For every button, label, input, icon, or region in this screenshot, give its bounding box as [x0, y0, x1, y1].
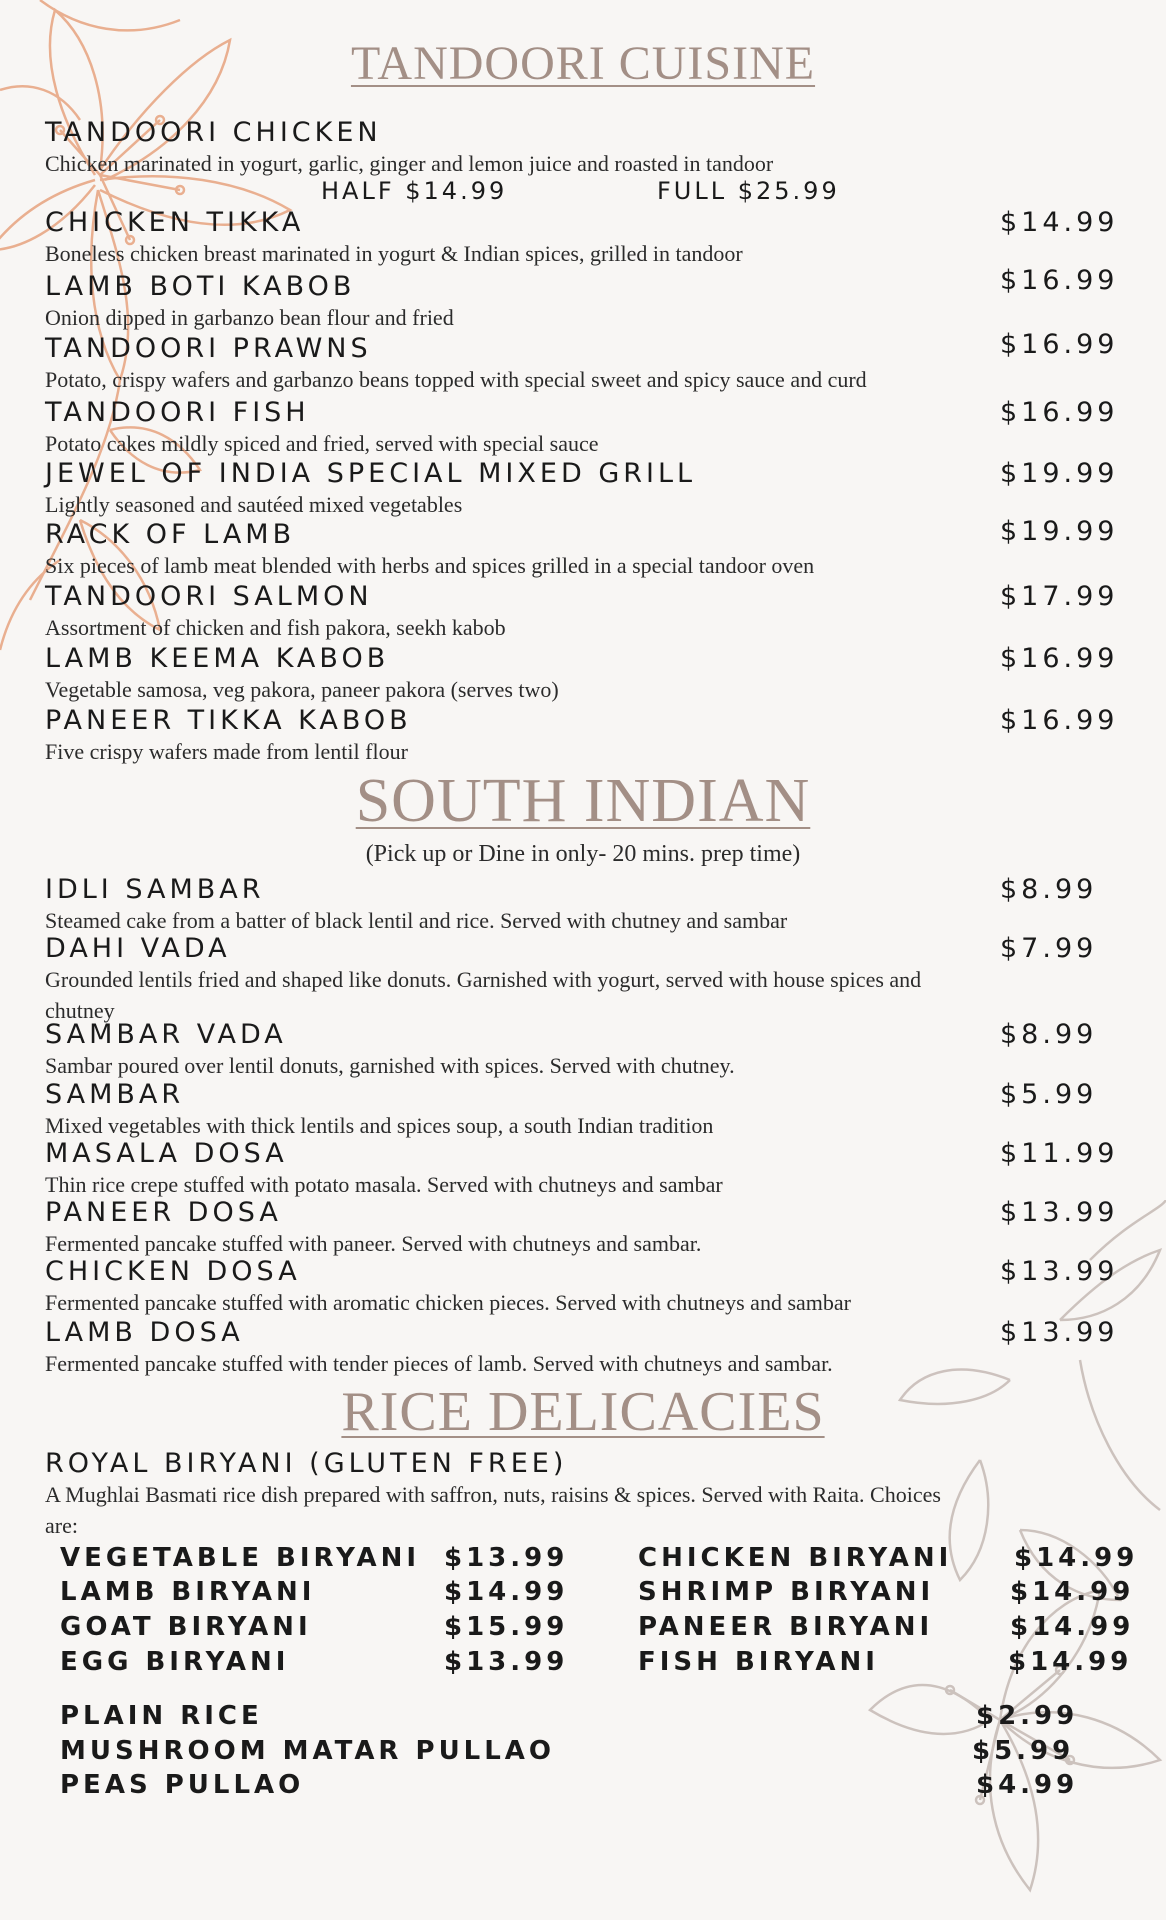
item-name: JEWEL OF INDIA SPECIAL MIXED GRILL [45, 458, 697, 489]
item-name: ROYAL BIRYANI (GLUTEN FREE) [45, 1448, 568, 1479]
item-description: Onion dipped in garbanzo bean flour and fried [45, 305, 454, 330]
biryani-price: $14.99 [1014, 1543, 1139, 1573]
item-price: $8.99 [1000, 874, 1098, 905]
item-name: PANEER DOSA [45, 1197, 282, 1228]
item-price: $13.99 [1000, 1256, 1119, 1287]
biryani-price: $14.99 [1010, 1577, 1135, 1607]
item-price: $16.99 [1000, 265, 1119, 296]
item-price: $7.99 [1000, 933, 1098, 964]
biryani-name: LAMB BIRYANI [60, 1577, 316, 1607]
biryani-price: $13.99 [444, 1647, 569, 1677]
item-price: $16.99 [1000, 397, 1119, 428]
item-description: Six pieces of lamb meat blended with herbs and spices grilled in a special tandoor oven [45, 553, 815, 578]
item-name: RACK OF LAMB [45, 519, 296, 550]
rice-extra-price: $4.99 [976, 1770, 1079, 1800]
item-description: Fermented pancake stuffed with paneer. Served with chutneys and sambar. [45, 1231, 702, 1256]
item-description: Vegetable samosa, veg pakora, paneer pakora (serves two) [45, 677, 559, 702]
rice-extra-name: MUSHROOM MATAR PULLAO [60, 1736, 556, 1766]
item-description: Potato, crispy wafers and garbanzo beans topped with special sweet and spicy sauce and curd [45, 367, 867, 392]
item-name: LAMB DOSA [45, 1317, 244, 1348]
item-description: Grounded lentils fried and shaped like donuts. Garnished with yogurt, served with house spices and chutney [45, 967, 922, 1023]
biryani-name: PANEER BIRYANI [638, 1612, 934, 1642]
item-name: LAMB BOTI KABOB [45, 271, 356, 302]
item-price: $19.99 [1000, 458, 1119, 489]
biryani-name: SHRIMP BIRYANI [638, 1577, 935, 1607]
biryani-name: VEGETABLE BIRYANI [60, 1543, 421, 1573]
item-price: $5.99 [1000, 1079, 1098, 1110]
item-description: Fermented pancake stuffed with tender pieces of lamb. Served with chutneys and sambar. [45, 1351, 833, 1376]
item-description: Assortment of chicken and fish pakora, seekh kabob [45, 615, 506, 640]
item-description: Thin rice crepe stuffed with potato masala. Served with chutneys and sambar [45, 1172, 723, 1197]
item-price: $13.99 [1000, 1317, 1119, 1348]
item-name: CHICKEN DOSA [45, 1256, 301, 1287]
item-price: $19.99 [1000, 516, 1119, 547]
item-price: $11.99 [1000, 1138, 1119, 1169]
biryani-name: FISH BIRYANI [638, 1647, 879, 1677]
item-description: Lightly seasoned and sautéed mixed vegetables [45, 492, 463, 517]
item-description: A Mughlai Basmati rice dish prepared with saffron, nuts, raisins & spices. Served with Raita. Choices are: [45, 1482, 941, 1538]
item-price: $16.99 [1000, 329, 1119, 360]
item-description: Sambar poured over lentil donuts, garnished with spices. Served with chutney. [45, 1053, 735, 1078]
item-description: Five crispy wafers made from lentil flour [45, 739, 408, 764]
rice-extra-name: PEAS PULLAO [60, 1770, 305, 1800]
item-description: Fermented pancake stuffed with aromatic chicken pieces. Served with chutneys and sambar [45, 1290, 851, 1315]
item-name: MASALA DOSA [45, 1138, 288, 1169]
item-name: TANDOORI CHICKEN [45, 117, 382, 148]
biryani-price: $14.99 [1008, 1647, 1133, 1677]
biryani-price: $15.99 [444, 1612, 569, 1642]
tandoori-section-title: TANDOORI CUISINE [350, 37, 816, 90]
rice-extra-price: $2.99 [976, 1701, 1079, 1731]
biryani-name: EGG BIRYANI [60, 1647, 290, 1677]
full-price: FULL $25.99 [657, 177, 840, 205]
item-price: $13.99 [1000, 1197, 1119, 1228]
item-price: $17.99 [1000, 581, 1119, 612]
item-price: $8.99 [1000, 1019, 1098, 1050]
south-indian-section-title: SOUTH INDIAN [355, 767, 811, 835]
item-name: TANDOORI PRAWNS [45, 333, 372, 364]
item-description: Mixed vegetables with thick lentils and spices soup, a south Indian tradition [45, 1113, 714, 1138]
item-description: Boneless chicken breast marinated in yogurt & Indian spices, grilled in tandoor [45, 241, 743, 266]
biryani-price: $14.99 [444, 1577, 569, 1607]
biryani-name: GOAT BIRYANI [60, 1612, 312, 1642]
item-name: CHICKEN TIKKA [45, 207, 305, 238]
item-name: SAMBAR [45, 1079, 185, 1110]
item-name: DAHI VADA [45, 933, 231, 964]
rice-extra-price: $5.99 [972, 1736, 1075, 1766]
half-price: HALF $14.99 [321, 177, 508, 205]
item-price: $14.99 [1000, 207, 1119, 238]
biryani-name: CHICKEN BIRYANI [638, 1543, 953, 1573]
prep-time-note: (Pick up or Dine in only- 20 mins. prep time) [365, 841, 801, 867]
item-name: LAMB KEEMA KABOB [45, 643, 390, 674]
item-price: $16.99 [1000, 643, 1119, 674]
item-description: Steamed cake from a batter of black lentil and rice. Served with chutney and sambar [45, 908, 788, 933]
item-name: PANEER TIKKA KABOB [45, 705, 412, 736]
item-description: Potato cakes mildly spiced and fried, served with special sauce [45, 431, 599, 456]
biryani-price: $14.99 [1010, 1612, 1135, 1642]
biryani-price: $13.99 [444, 1543, 569, 1573]
item-name: TANDOORI FISH [45, 397, 310, 428]
rice-extra-name: PLAIN RICE [60, 1701, 263, 1731]
item-name: IDLI SAMBAR [45, 874, 265, 905]
item-description: Chicken marinated in yogurt, garlic, ginger and lemon juice and roasted in tandoor [45, 151, 774, 176]
item-price: $16.99 [1000, 705, 1119, 736]
item-name: SAMBAR VADA [45, 1019, 287, 1050]
item-name: TANDOORI SALMON [45, 581, 373, 612]
rice-section-title: RICE DELICACIES [341, 1381, 825, 1443]
